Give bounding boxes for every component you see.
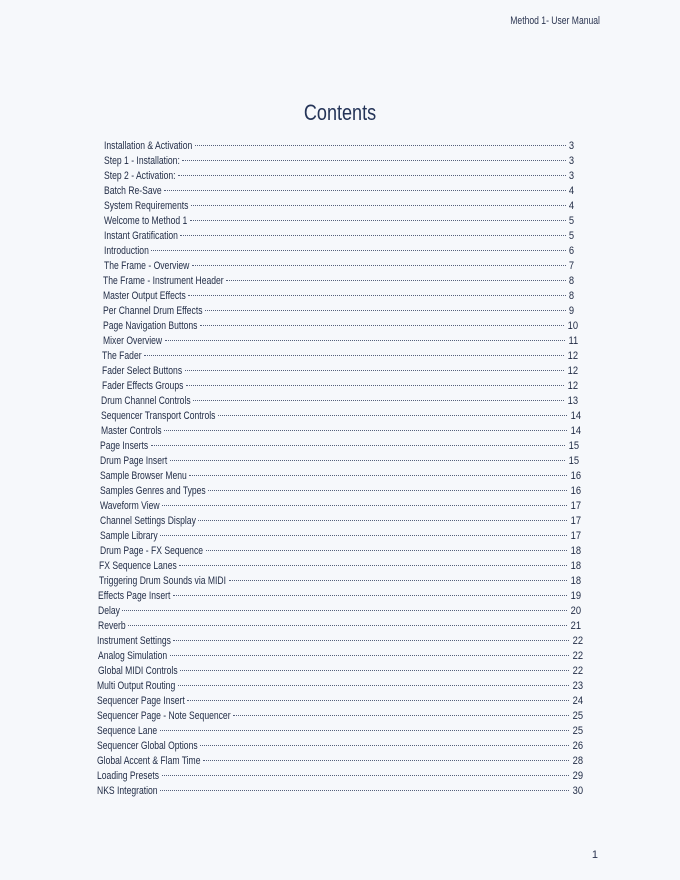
dot-leader (185, 370, 564, 371)
dot-leader (189, 475, 567, 476)
toc-entry[interactable] (97, 679, 582, 694)
toc-entry-title: Sample Browser Menu (100, 470, 187, 482)
dot-leader (151, 250, 566, 251)
toc-entry-title: Global Accent & Flam Time (97, 755, 201, 767)
toc-entry-title: Sequence Lane (97, 725, 158, 737)
toc-entry-page-number: 9 (568, 305, 575, 317)
toc-entry[interactable] (100, 529, 580, 544)
toc-entry-page-number: 8 (568, 290, 575, 302)
dot-leader (182, 160, 566, 161)
toc-entry-title: Samples Genres and Types (100, 485, 206, 497)
toc-entry-title: NKS Integration (97, 785, 158, 797)
toc-entry-title: Instrument Settings (97, 635, 171, 647)
dot-leader (198, 520, 567, 521)
toc-entry-title: Master Output Effects (103, 290, 186, 302)
toc-entry-page-number: 22 (572, 635, 584, 647)
toc-entry-title: Master Controls (101, 425, 162, 437)
toc-entry-title: Per Channel Drum Effects (103, 305, 203, 317)
toc-entry[interactable] (103, 274, 574, 289)
toc-entry-page-number: 11 (568, 335, 579, 347)
toc-entry-title: Batch Re-Save (104, 185, 162, 197)
dot-leader (160, 790, 569, 791)
toc-entry[interactable] (104, 139, 574, 154)
toc-entry[interactable] (104, 229, 574, 244)
dot-leader (200, 745, 569, 746)
dot-leader (128, 625, 567, 626)
toc-entry-page-number: 8 (568, 275, 575, 287)
toc-entry-page-number: 3 (568, 170, 575, 182)
toc-entry-page-number: 5 (568, 215, 575, 227)
page-number: 1 (591, 849, 598, 861)
toc-entry-title: Drum Channel Controls (101, 395, 191, 407)
toc-entry[interactable] (103, 334, 577, 349)
dot-leader (122, 610, 567, 611)
toc-entry-title: Page Navigation Buttons (103, 320, 198, 332)
toc-entry-page-number: 22 (572, 665, 584, 677)
dot-leader (170, 655, 569, 656)
dot-leader (229, 580, 567, 581)
toc-entry-page-number: 5 (568, 230, 575, 242)
toc-entry[interactable] (104, 199, 574, 214)
dot-leader (160, 730, 569, 731)
dot-leader (192, 265, 566, 266)
dot-leader (180, 670, 569, 671)
toc-entry-page-number: 17 (570, 500, 582, 512)
toc-entry-page-number: 4 (568, 200, 575, 212)
toc-entry-page-number: 25 (572, 710, 584, 722)
dot-leader (190, 220, 566, 221)
dot-leader (187, 700, 569, 701)
dot-leader (205, 310, 566, 311)
toc-entry-page-number: 28 (572, 755, 584, 767)
toc-entry[interactable] (100, 499, 580, 514)
toc-entry[interactable] (102, 379, 577, 394)
toc-entry-page-number: 21 (570, 620, 582, 632)
toc-entry[interactable] (103, 289, 574, 304)
toc-entry-page-number: 25 (572, 725, 584, 737)
toc-entry-title: Channel Settings Display (100, 515, 196, 527)
dot-leader (186, 385, 564, 386)
toc-entry-title: Drum Page - FX Sequence (100, 545, 204, 557)
toc-entry[interactable] (102, 364, 577, 379)
toc-entry-page-number: 6 (568, 245, 575, 257)
toc-entry-title: Drum Page Insert (100, 455, 168, 467)
toc-entry-title: Global MIDI Controls (98, 665, 178, 677)
toc-entry-page-number: 18 (570, 545, 582, 557)
toc-entry-page-number: 14 (570, 425, 582, 437)
toc-entry-title: Multi Output Routing (97, 680, 176, 692)
toc-entry-title: Effects Page Insert (98, 590, 171, 602)
toc-entry-page-number: 18 (570, 575, 582, 587)
dot-leader (226, 280, 566, 281)
toc-entry[interactable] (98, 619, 580, 634)
toc-entry[interactable] (97, 724, 582, 739)
toc-entry-title: Reverb (98, 620, 126, 632)
toc-entry-page-number: 19 (570, 590, 582, 602)
dot-leader (178, 685, 569, 686)
toc-entry-title: System Requirements (104, 200, 189, 212)
toc-entry[interactable] (100, 544, 580, 559)
toc-entry[interactable] (98, 664, 582, 679)
dot-leader (173, 640, 569, 641)
dot-leader (188, 295, 566, 296)
toc-entry-title: Fader Select Buttons (102, 365, 183, 377)
toc-entry[interactable] (97, 694, 582, 709)
dot-leader (160, 535, 567, 536)
toc-entry-title: Welcome to Method 1 (104, 215, 188, 227)
toc-entry-page-number: 16 (570, 485, 582, 497)
dot-leader (203, 760, 569, 761)
toc-entry-page-number: 7 (568, 260, 575, 272)
toc-entry-title: The Frame - Overview (104, 260, 190, 272)
dot-leader (218, 415, 567, 416)
toc-entry[interactable] (104, 154, 574, 169)
toc-entry[interactable] (104, 169, 574, 184)
toc-entry-page-number: 3 (568, 155, 575, 167)
toc-entry[interactable] (97, 769, 582, 784)
toc-entry-page-number: 12 (567, 350, 579, 362)
toc-entry-title: Loading Presets (97, 770, 160, 782)
toc-entry-title: Mixer Overview (103, 335, 163, 347)
toc-entry-page-number: 17 (570, 530, 582, 542)
toc-entry[interactable] (98, 589, 580, 604)
toc-entry-title: The Fader (102, 350, 142, 362)
dot-leader (170, 460, 565, 461)
toc-entry[interactable] (97, 739, 582, 754)
dot-leader (180, 235, 566, 236)
toc-entry-title: Waveform View (100, 500, 160, 512)
toc-entry[interactable] (97, 709, 582, 724)
toc-entry[interactable] (100, 469, 580, 484)
toc-entry-title: Sample Library (100, 530, 158, 542)
dot-leader (162, 775, 569, 776)
toc-entry[interactable] (97, 754, 582, 769)
toc-entry-page-number: 20 (570, 605, 582, 617)
toc-entry-page-number: 15 (568, 455, 580, 467)
dot-leader (164, 190, 566, 191)
toc-entry-title: FX Sequence Lanes (99, 560, 177, 572)
toc-entry-page-number: 18 (570, 560, 582, 572)
toc-entry-title: Installation & Activation (104, 140, 193, 152)
toc-entry-page-number: 12 (567, 380, 579, 392)
toc-entry[interactable] (101, 424, 580, 439)
toc-entry[interactable] (100, 514, 580, 529)
dot-leader (208, 490, 567, 491)
page-title: Contents (303, 100, 377, 125)
toc-entry[interactable] (99, 574, 580, 589)
dot-leader (178, 175, 566, 176)
toc-entry-page-number: 12 (567, 365, 579, 377)
toc-entry-title: Sequencer Page Insert (97, 695, 185, 707)
toc-entry[interactable] (102, 349, 577, 364)
toc-entry[interactable] (99, 559, 580, 574)
toc-entry-page-number: 13 (567, 395, 579, 407)
dot-leader (200, 325, 564, 326)
dot-leader (179, 565, 567, 566)
toc-entry-page-number: 3 (568, 140, 575, 152)
toc-entry-title: The Frame - Instrument Header (103, 275, 224, 287)
toc-entry-title: Instant Gratification (104, 230, 178, 242)
toc-entry[interactable] (98, 604, 580, 619)
toc-entry[interactable] (104, 244, 574, 259)
toc-entry-title: Sequencer Transport Controls (101, 410, 216, 422)
toc-entry-page-number: 16 (570, 470, 582, 482)
dot-leader (191, 205, 566, 206)
toc-entry[interactable] (100, 484, 580, 499)
dot-leader (162, 505, 567, 506)
toc-entry[interactable] (104, 259, 574, 274)
toc-entry-page-number: 15 (568, 440, 580, 452)
toc-entry-page-number: 17 (570, 515, 582, 527)
dot-leader (151, 445, 565, 446)
toc-entry[interactable] (101, 409, 580, 424)
dot-leader (195, 145, 566, 146)
toc-entry[interactable] (103, 319, 577, 334)
toc-entry-title: Analog Simulation (98, 650, 168, 662)
toc-entry-title: Introduction (104, 245, 149, 257)
toc-entry-title: Sequencer Page - Note Sequencer (97, 710, 231, 722)
toc-entry-title: Delay (98, 605, 120, 617)
toc-entry-page-number: 26 (572, 740, 584, 752)
toc-entry[interactable] (101, 394, 577, 409)
toc-entry[interactable] (97, 784, 582, 799)
toc-entry-page-number: 24 (572, 695, 584, 707)
toc-entry-page-number: 10 (567, 320, 579, 332)
toc-entry-page-number: 30 (572, 785, 584, 797)
toc-entry-title: Fader Effects Groups (102, 380, 184, 392)
toc-entry-page-number: 23 (572, 680, 584, 692)
toc-entry-page-number: 29 (572, 770, 584, 782)
running-header: Method 1- User Manual (510, 15, 600, 27)
toc-entry[interactable] (104, 214, 574, 229)
dot-leader (233, 715, 569, 716)
toc-entry-title: Step 2 - Activation: (104, 170, 176, 182)
toc-entry-page-number: 4 (568, 185, 575, 197)
toc-entry-title: Triggering Drum Sounds via MIDI (99, 575, 227, 587)
toc-entry[interactable] (98, 649, 582, 664)
dot-leader (144, 355, 564, 356)
toc-entry[interactable] (104, 184, 574, 199)
dot-leader (193, 400, 564, 401)
toc-entry-title: Page Inserts (100, 440, 149, 452)
toc-entry-title: Sequencer Global Options (97, 740, 198, 752)
toc-entry-page-number: 14 (570, 410, 582, 422)
dot-leader (206, 550, 567, 551)
toc-entry[interactable] (97, 634, 582, 649)
toc-entry[interactable] (100, 439, 578, 454)
dot-leader (165, 340, 565, 341)
toc-entry[interactable] (103, 304, 574, 319)
toc-entry-title: Step 1 - Installation: (104, 155, 180, 167)
toc-entry[interactable] (100, 454, 578, 469)
toc-entry-page-number: 22 (572, 650, 584, 662)
dot-leader (173, 595, 567, 596)
dot-leader (164, 430, 567, 431)
